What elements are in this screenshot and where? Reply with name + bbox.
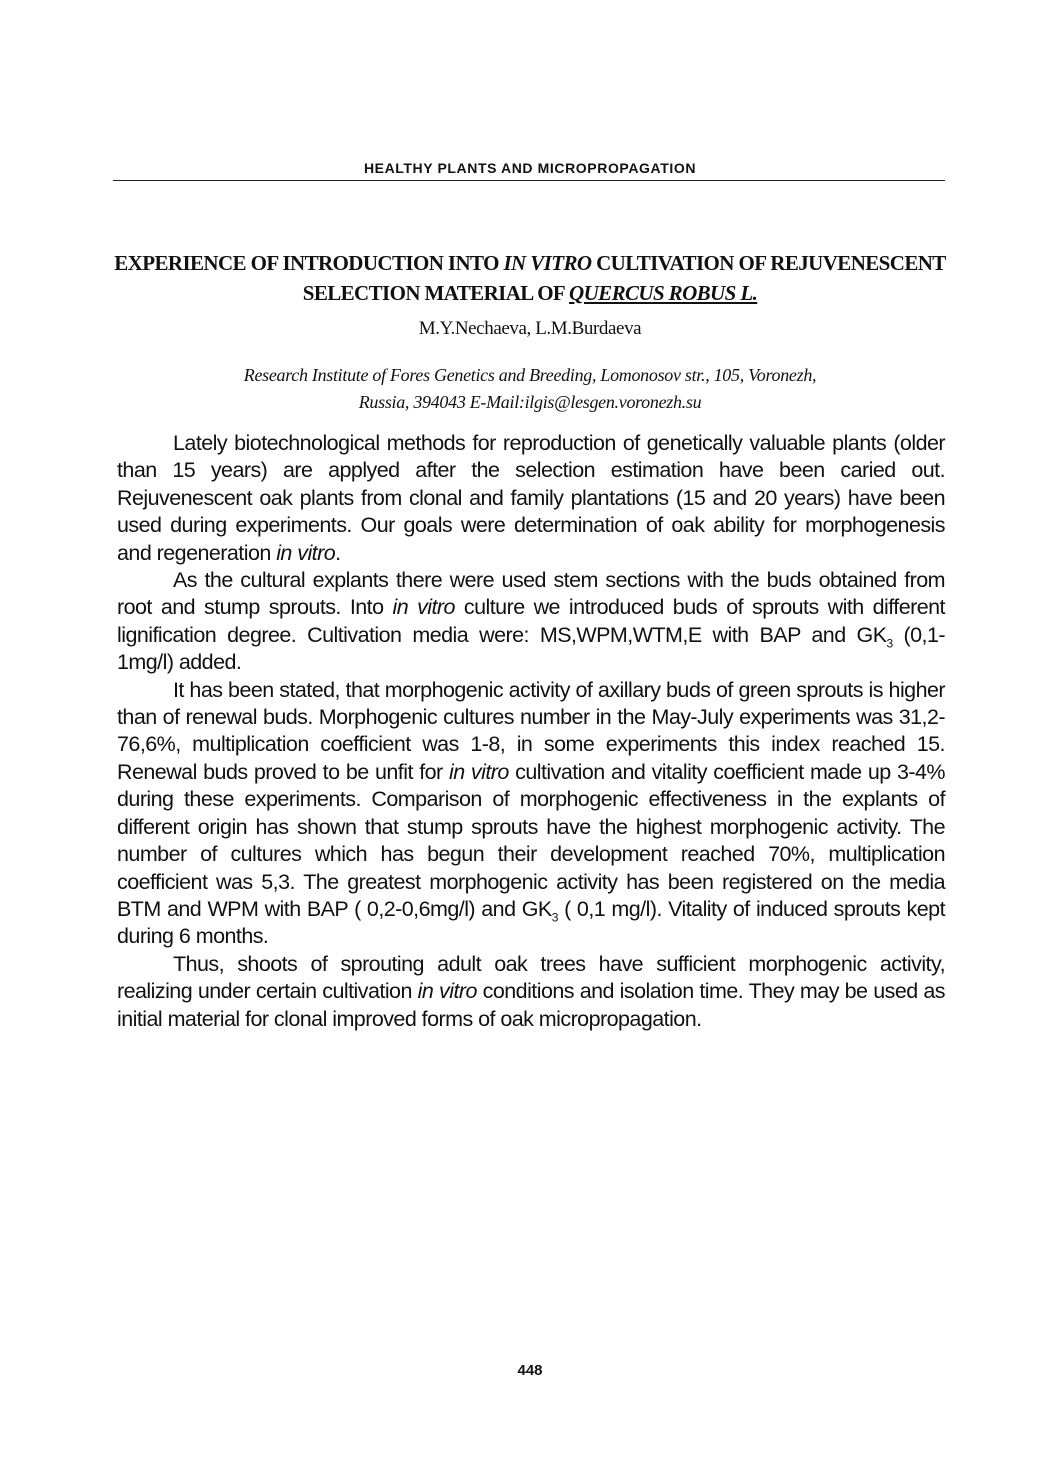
paragraph-4 — [117, 951, 945, 1033]
affiliation-line-1: Research Institute of Fores Genetics and Breeding, Lomonosov str., 105, Voronezh, — [243, 365, 817, 385]
paragraph-1 — [117, 430, 945, 567]
title-text-2: CULTIVATION OF REJUVENESCENT SELECTION MATERIAL OF — [302, 251, 946, 305]
header-rule — [113, 180, 945, 181]
paragraph-3-italic: in vitro — [448, 759, 509, 784]
paragraph-3-text-a: It has been stated, that morphogenic activity of axillary buds of green sprouts is higher than of renewal buds. Morphogenic cultures number in the May-July experiments was 31,2-76,6%, multiplication coefficient was 1-8, in some experiments this index reached 15. Renewal buds proved to be unfit for — [117, 677, 945, 784]
paragraph-2-text-d: (0,1-1mg/l) added. — [117, 622, 945, 675]
paragraph-4-text-a: Thus, shoots of sprouting adult oak trees have sufficient morphogenic activity, realizing under certain cultivation — [117, 951, 945, 1004]
paragraph-1-text-a: Lately biotechnological methods for reproduction of genetically valuable plants (older than 15 years) are applyed after the selection estimation have been caried out. Rejuvenescent oak plants from clonal and family plantations (15 and 20 years) have been used during experiments. Our goals were determination of oak ability for morphogenesis and regeneration — [117, 431, 945, 565]
affiliation — [115, 362, 945, 416]
title-text-1: EXPERIENCE OF INTRODUCTION INTO — [114, 251, 504, 275]
paragraph-1-text-c: . — [335, 540, 341, 565]
running-header: HEALTHY PLANTS AND MICROPROPAGATION — [363, 160, 697, 176]
paragraph-4-text-c: conditions and isolation time. They may be used as initial material for clonal improved forms of oak micropropagation. — [117, 979, 946, 1031]
paragraph-2-subscript: 3 — [886, 636, 893, 651]
paragraph-3 — [117, 677, 945, 951]
paragraph-1-italic: in vitro — [276, 540, 336, 565]
paragraph-2-text-c: culture we introduced buds of sprouts with different lignification degree. Cultivation media were: MS,WPM,WTM,E with BAP and GK — [117, 595, 945, 647]
title-italic-species: QUERCUS ROBUS L. — [569, 281, 758, 305]
paragraph-3-subscript: 3 — [551, 910, 558, 925]
affiliation-line-2: Russia, 394043 E-Mail:ilgis@lesgen.voronezh.su — [358, 392, 702, 412]
page-number: 448 — [517, 1362, 543, 1379]
paragraph-3-text-d: ( 0,1 mg/l). Vitality of induced sprouts kept during 6 months. — [117, 896, 945, 949]
paragraph-3-text-c: cultivation and vitality coefficient made up 3-4% during these experiments. Comparison of morphogenic effectiveness in the explants of different origin has shown that stump sprouts have the highest morphogenic activity. The number of cultures which has begun their development reached 70%, multiplication coefficient was 5,3. The greatest morphogenic activity has been registered on the media BTM and WPM with BAP ( 0,2-0,6mg/l) and GK — [117, 759, 945, 921]
title-italic-in-vitro: IN VITRO — [503, 251, 592, 275]
paragraph-2-text-a: As the cultural explants there were used stem sections with the buds obtained from root and stump sprouts. Into — [117, 568, 945, 620]
paragraph-2 — [117, 567, 945, 677]
paragraph-4-italic: in vitro — [417, 979, 477, 1004]
authors: M.Y.Nechaeva, L.M.Burdaeva — [418, 318, 642, 339]
abstract-body — [117, 430, 945, 1033]
article-title — [110, 248, 950, 308]
paragraph-2-italic: in vitro — [392, 595, 455, 620]
